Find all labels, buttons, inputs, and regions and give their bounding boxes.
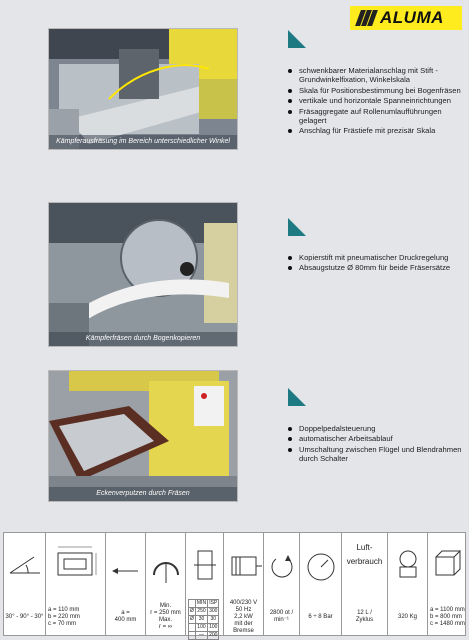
feature-list-1 [285,66,465,137]
photo-section-1 [48,28,238,150]
feature-item: Fräsaggregate auf Rollenumlaufführungen gelagert [285,107,465,126]
spec-tool-table: MIN ISP Ø 250 300 Ø 30 30 100 100 — 200 [190,600,218,638]
machine-photo-1 [49,29,238,150]
spec-profile [46,533,106,635]
spec-profile-values: a = 110 mm b = 220 mm c = 70 mm [48,606,80,627]
spec-angles-value: 30° - 90° - 30° [5,613,44,620]
spec-weight-value: 320 Kg [397,613,418,620]
spec-motor-values: 400/230 V 50 Hz 2,2 kW mit der Bremse [229,599,258,634]
spec-dimension-values: a = 1100 mm b = 800 mm c = 1480 mm [430,606,465,627]
section-3-marker-icon [288,388,306,406]
machine-photo-3 [49,371,238,502]
feature-item: vertikale und horizontale Spanneinrichtungen [285,96,465,105]
arch-radius-icon [146,535,186,597]
photo-section-3 [48,370,238,502]
stroke-arrow-icon [106,535,146,597]
section-1-marker-icon [288,30,306,48]
angle-icon [4,535,46,597]
spec-stroke-values: a = 400 mm [114,610,137,623]
dimensions-cube-icon [428,535,465,597]
feature-item: Umschaltung zwischen Flügel und Blendrahmen durch Schalter [285,445,465,464]
pressure-gauge-icon [300,535,342,597]
profile-section-icon [46,535,106,597]
spec-air-values: 12 L / Zyklus [355,610,374,623]
spec-speed-values: 2800 ot / min⁻¹ [269,610,294,623]
logo-text: ALUMA [380,8,444,27]
feature-list-3 [285,424,465,465]
spec-stroke [106,533,146,635]
rotation-icon [264,535,300,597]
spec-angles [4,533,46,635]
photo-caption-1: Kämpferausfräsung im Bereich unterschiedlicher Winkel [49,135,237,149]
logo-stripes-icon [358,10,376,31]
cutter-icon [186,535,224,597]
spec-air [342,533,388,635]
feature-item: automatischer Arbeitsablauf [285,434,465,443]
feature-item: schwenkbarer Materialanschlag mit Stift - Grundwinkelfixation, Winkelskala [285,66,465,85]
feature-item: Kopierstift mit pneumatischer Druckregelung [285,253,465,262]
section-2-marker-icon [288,218,306,236]
spec-weight [388,533,428,635]
feature-item: Absaugstutze Ø 80mm für beide Fräsersätze [285,263,465,272]
motor-icon [224,535,264,597]
photo-section-2 [48,202,238,347]
aluma-logo [350,6,462,30]
spec-radius-values: Min. r = 250 mm Max. r = ∞ [150,603,181,630]
photo-caption-3: Eckenverputzen durch Fräsen [49,487,237,501]
machine-photo-2 [49,203,238,347]
spec-dimensions [428,533,465,635]
spec-pressure-value: 6 ÷ 8 Bar [308,613,333,620]
air-consumption-label: Luft- verbrauch [346,543,383,566]
spec-speed [264,533,300,635]
photo-caption-2: Kämpferfräsen durch Bogenkopieren [49,332,237,346]
spec-radius [146,533,186,635]
spec-tools [186,533,224,638]
feature-item: Doppelpedalsteuerung [285,424,465,433]
feature-list-2 [285,253,465,274]
weight-icon [388,535,428,597]
spec-motor [224,533,264,635]
feature-item: Skala für Positionsbestimmung bei Bogenfräsen [285,86,465,95]
spec-table [3,532,466,636]
feature-item: Anschlag für Frästiefe mit prezisär Skala [285,126,465,135]
spec-pressure [300,533,342,635]
